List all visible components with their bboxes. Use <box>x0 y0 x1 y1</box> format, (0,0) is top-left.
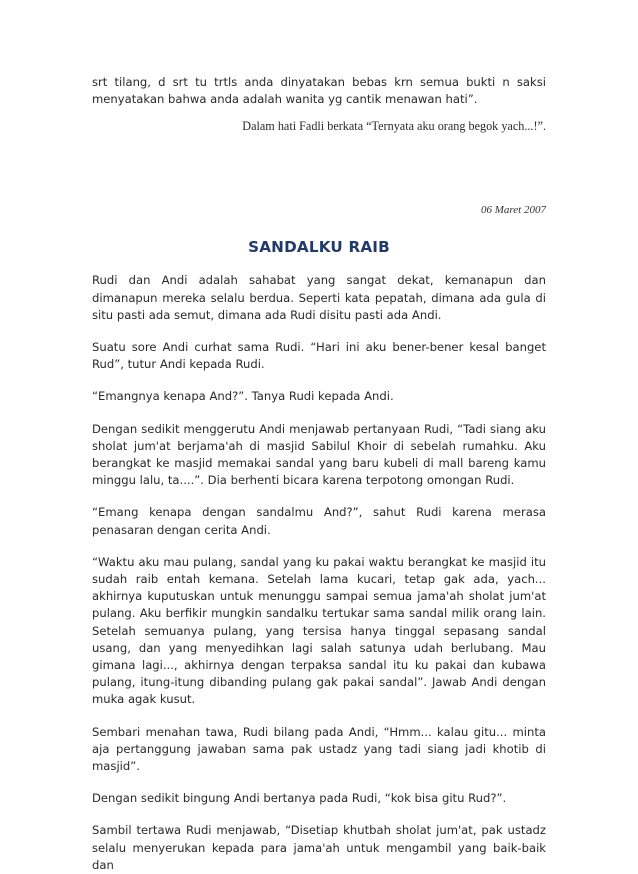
story-paragraph: Sembari menahan tawa, Rudi bilang pada Andi, “Hmm... kalau gitu... minta aja pertanggung jawaban sama pak ustadz yang tadi siang jadi khotib di masjid”. <box>92 724 546 774</box>
story-date: 06 Maret 2007 <box>481 204 546 217</box>
story-paragraph: Dengan sedikit bingung Andi bertanya pada Rudi, “kok bisa gitu Rud?”. <box>92 791 507 806</box>
story-paragraph: “Emangnya kenapa And?”. Tanya Rudi kepada Andi. <box>92 389 394 404</box>
fadli-quote: Dalam hati Fadli berkata “Ternyata aku orang begok yach...!”. <box>242 119 546 134</box>
story-paragraph: Rudi dan Andi adalah sahabat yang sangat dekat, kemanapun dan dimanapun mereka selalu berdua. Seperti kata pepatah, dimana ada gula di situ pasti ada semut, dimana ada Rudi disitu pasti ada Andi. <box>92 273 546 322</box>
story-paragraph: Dengan sedikit menggerutu Andi menjawab pertanyaan Rudi, “Tadi siang aku sholat jum'at berjama'ah di masjid Sabilul Khoir di sebelah rumahku. Aku berangkat ke masjid memakai sandal yang baru kubeli di mall bareng kamu minggu lalu, ta....”. Dia berhenti bicara karena terpotong omongan Rudi. <box>92 421 546 488</box>
document-page <box>92 74 546 874</box>
intro-paragraph: srt tilang, d srt tu trtls anda dinyatakan bebas krn semua bukti n saksi menyatakan bahwa anda adalah wanita yg cantik menawan hati”. <box>92 75 546 107</box>
story-title: SANDALKU RAIB <box>248 238 390 257</box>
story-paragraph: Suatu sore Andi curhat sama Rudi. “Hari ini aku bener-bener kesal banget Rud”, tutur Andi kepada Rudi. <box>92 340 546 372</box>
story-paragraph: “Emang kenapa dengan sandalmu And?”, sahut Rudi karena merasa penasaran dengan cerita Andi. <box>92 505 546 537</box>
story-paragraph: Sambil tertawa Rudi menjawab, “Disetiap khutbah sholat jum'at, pak ustadz selalu menyerukan kepada para jama'ah untuk mengambil yang baik-baik dan <box>92 823 546 872</box>
story-paragraph: “Waktu aku mau pulang, sandal yang ku pakai waktu berangkat ke masjid itu sudah raib entah kemana. Setelah lama kucari, tetap gak ada, yach... akhirnya kuputuskan untuk menunggu sampai semua jama'ah sholat jum'at pulang. Aku berfikir mungkin sandalku tertukar sama sandal milik orang lain. Setelah semuanya pulang, yang tersisa hanya tinggal sepasang sandal usang, dan yang menyedihkan lagi salah satunya udah berlubang. Mau gimana lagi..., akhirnya dengan terpaksa sandal itu ku pakai dan kubawa pulang, itung-itung dibanding pulang gak pakai sandal”. Jawab Andi dengan muka agak kusut. <box>92 554 546 707</box>
